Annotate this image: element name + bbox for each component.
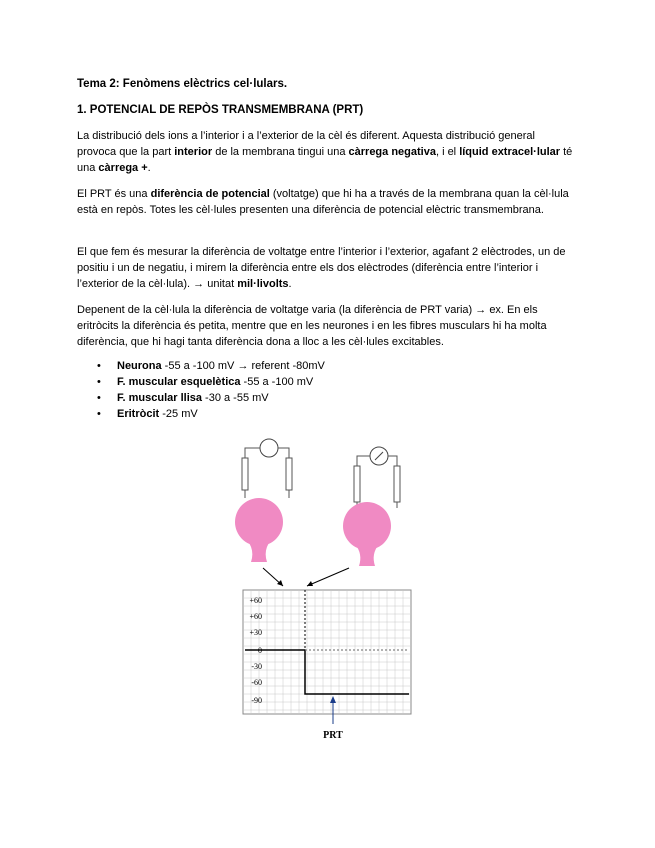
section-heading: 1. POTENCIAL DE REPÒS TRANSMEMBRANA (PRT) <box>77 104 364 116</box>
paragraph-variation: Depenent de la cèl·lula la diferència de voltatge varia (la diferència de PRT varia) → ex. En els eritròcits la diferència és petita, mentre que en les neurones i en les fibres musculars hi ha molta diferència, que hi hagi tanta diferència dona a lloc a les cèl·lules excitables. <box>77 304 547 348</box>
bold-text: càrrega negativa <box>348 146 436 158</box>
list-item <box>77 406 325 422</box>
text: de la membrana tingui una <box>212 146 349 158</box>
bullet-icon: • <box>97 392 101 404</box>
bold-text: mil·livolts <box>237 278 289 290</box>
voltage-graph <box>243 590 411 714</box>
bold-text: Eritròcit <box>117 408 160 420</box>
bold-text: diferència de potencial <box>150 188 270 200</box>
paragraph-definition <box>77 186 577 218</box>
list-item <box>77 390 325 406</box>
y-tick-label: -60 <box>251 678 262 687</box>
bold-text: càrrega + <box>98 162 148 174</box>
text: . <box>147 162 151 174</box>
bullet-icon: • <box>97 376 101 388</box>
text: La distribució dels ions a l’interior i a l’exterior de la cèl és diferent. Aquesta distribució general provoca que la part <box>77 130 535 158</box>
text: , i el <box>435 146 460 158</box>
bullet-icon: • <box>97 408 101 420</box>
y-tick-label: 0 <box>258 646 262 655</box>
bold-text: interior <box>174 146 213 158</box>
text: -55 a -100 mV <box>240 376 314 388</box>
bold-text: F. muscular esquelètica <box>117 376 241 388</box>
text: -30 a -55 mV <box>201 392 269 404</box>
list-item <box>77 358 325 374</box>
text: . <box>288 278 292 290</box>
voltmeter-left-icon <box>242 439 292 498</box>
bold-text: Neurona <box>117 360 162 372</box>
text: -55 a -100 mV → referent -80mV <box>161 360 325 372</box>
y-tick-label: -30 <box>251 662 262 671</box>
arrow-left-icon <box>263 568 283 586</box>
text: (voltatge) que hi ha a través de la membrana quan la cèl·lula està en repòs. Totes les cèl·lules presenten una diferència de potencial elèctric transmembrana. <box>77 188 569 216</box>
prt-label: PRT <box>323 730 343 741</box>
y-tick-label: +60 <box>249 612 262 621</box>
document-title: Tema 2: Fenòmens elèctrics cel·lulars. <box>77 78 288 90</box>
list-item <box>77 374 325 390</box>
text: té una <box>77 146 573 174</box>
y-tick-label: +60 <box>249 596 262 605</box>
bullet-icon: • <box>97 360 101 372</box>
bold-text: F. muscular llisa <box>117 392 202 404</box>
arrow-right-icon <box>307 568 349 586</box>
bold-text: líquid extracel·lular <box>459 146 561 158</box>
paragraph-distribution <box>77 128 577 176</box>
paragraph-measurement <box>77 244 577 292</box>
prt-measurement-figure <box>221 434 435 744</box>
text: El PRT és una <box>77 188 151 200</box>
text: -25 mV <box>159 408 198 420</box>
y-tick-label: -90 <box>251 696 262 705</box>
y-tick-label: +30 <box>249 628 262 637</box>
cell-right-icon <box>343 502 391 566</box>
cell-left-icon <box>235 498 283 562</box>
text: El que fem és mesurar la diferència de voltatge entre l’interior i l’exterior, agafant 2 elèctrodes, un de positiu i un de negatiu, i mirem la diferència entre els dos elèctrodes (diferència entre l’interior i l’exterior de la cèl·lula). → unitat <box>77 246 566 290</box>
cell-voltage-list <box>77 358 325 422</box>
